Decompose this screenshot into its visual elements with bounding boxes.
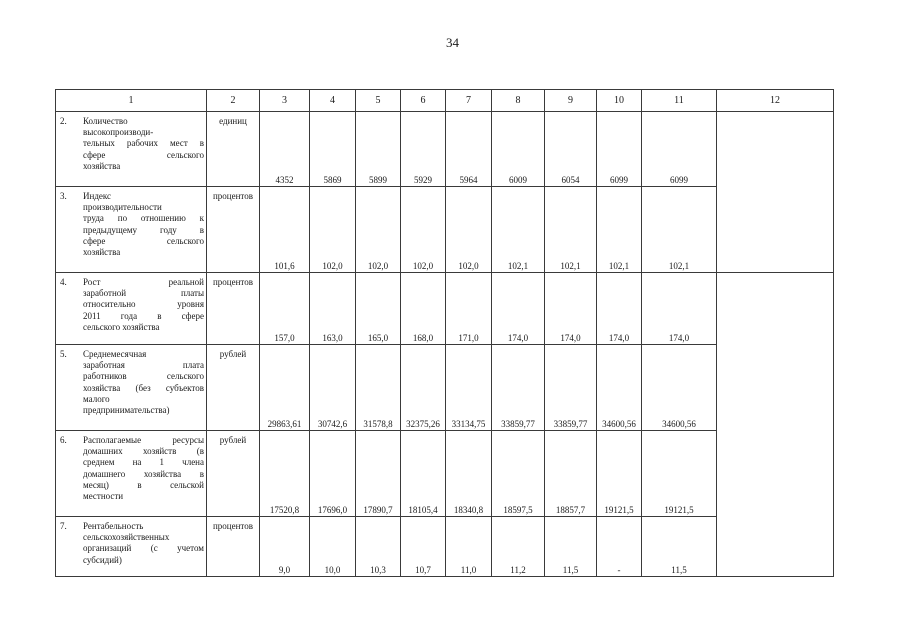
indicator-cell <box>56 187 207 273</box>
indicator-number: 6. <box>60 435 67 445</box>
value-cell: 18340,8 <box>446 431 492 517</box>
indicator-number: 7. <box>60 521 67 531</box>
value-cell: 174,0 <box>492 273 545 345</box>
indicator-name-line: Количество <box>83 116 128 126</box>
header-cell-col-4: 4 <box>310 90 356 112</box>
indicator-name-line: малого <box>83 393 110 404</box>
value-cell: 165,0 <box>356 273 401 345</box>
indicator-name-line: месяц) в сельской <box>83 479 204 490</box>
indicator-number: 4. <box>60 277 67 287</box>
value-cell: 19121,5 <box>597 431 642 517</box>
indicator-name-line: труда по отношению к <box>83 213 204 224</box>
indicator-name-line: домашнего хозяйства в <box>83 468 204 479</box>
indicator-name-line: организаций (с учетом <box>83 543 204 554</box>
indicator-name-line: хозяйства <box>83 247 121 258</box>
value-cell: 5929 <box>401 112 446 187</box>
indicator-name-line: тельных рабочих мест в <box>83 138 204 149</box>
indicator-name <box>83 191 204 258</box>
indicator-name-line: Среднемесячная <box>83 349 147 359</box>
value-cell: 102,1 <box>545 187 597 273</box>
value-cell: 174,0 <box>642 273 717 345</box>
indicator-number: 3. <box>60 191 67 201</box>
value-cell: 174,0 <box>545 273 597 345</box>
value-cell: 11,5 <box>642 517 717 577</box>
value-cell: 102,1 <box>642 187 717 273</box>
value-cell: 4352 <box>260 112 310 187</box>
indicator-name-line: сфере сельского <box>83 149 204 160</box>
page-number: 34 <box>446 35 459 50</box>
unit-cell: рублей <box>207 431 260 517</box>
value-cell: 18857,7 <box>545 431 597 517</box>
value-cell: 101,6 <box>260 187 310 273</box>
indicator-cell <box>56 273 207 345</box>
value-cell: 31578,8 <box>356 345 401 431</box>
indicator-name-line: сельского хозяйства <box>83 321 160 332</box>
indicator-name <box>83 277 204 333</box>
value-cell: 29863,61 <box>260 345 310 431</box>
value-cell: 32375,26 <box>401 345 446 431</box>
indicators-table <box>55 89 834 577</box>
indicator-cell <box>56 112 207 187</box>
column-12-cell <box>717 112 834 273</box>
value-cell: 9,0 <box>260 517 310 577</box>
value-cell: 102,0 <box>356 187 401 273</box>
indicator-name <box>83 435 204 502</box>
value-cell: 6099 <box>642 112 717 187</box>
indicator-name-line: производительности <box>83 202 162 213</box>
header-cell-col-3: 3 <box>260 90 310 112</box>
value-cell: 5899 <box>356 112 401 187</box>
value-cell: 10,0 <box>310 517 356 577</box>
indicator-name-line: хозяйства <box>83 160 121 171</box>
value-cell: 102,1 <box>492 187 545 273</box>
indicator-name-line: заработная плата <box>83 360 204 371</box>
value-cell: 33859,77 <box>545 345 597 431</box>
unit-cell: процентов <box>207 187 260 273</box>
indicator-name-line: субсидий) <box>83 554 122 565</box>
header-cell-col-6: 6 <box>401 90 446 112</box>
indicator-name-line: работников сельского <box>83 371 204 382</box>
indicator-cell <box>56 345 207 431</box>
value-cell: 11,0 <box>446 517 492 577</box>
value-cell: 6099 <box>597 112 642 187</box>
indicator-name-line: Располагаемые ресурсы <box>83 435 204 445</box>
header-row <box>56 90 834 112</box>
value-cell: 102,1 <box>597 187 642 273</box>
header-cell-col-7: 7 <box>446 90 492 112</box>
indicator-name <box>83 116 204 172</box>
value-cell: 19121,5 <box>642 431 717 517</box>
indicator-name-line: среднем на 1 члена <box>83 457 204 468</box>
value-cell: 171,0 <box>446 273 492 345</box>
value-cell: 30742,6 <box>310 345 356 431</box>
value-cell: 17696,0 <box>310 431 356 517</box>
table-row <box>56 273 834 345</box>
header-cell-col-5: 5 <box>356 90 401 112</box>
indicator-name <box>83 521 204 566</box>
table-row <box>56 112 834 187</box>
indicator-name-line: Индекс <box>83 191 112 201</box>
indicator-name-line: относительно уровня <box>83 299 204 310</box>
header-cell-col-9: 9 <box>545 90 597 112</box>
header-cell-col-2: 2 <box>207 90 260 112</box>
indicator-name <box>83 349 204 416</box>
value-cell: 5964 <box>446 112 492 187</box>
value-cell: 168,0 <box>401 273 446 345</box>
header-cell-col-11: 11 <box>642 90 717 112</box>
header-cell-col-1: 1 <box>56 90 207 112</box>
header-cell-col-8: 8 <box>492 90 545 112</box>
indicator-name-line: Рентабельность <box>83 521 144 531</box>
indicator-number: 5. <box>60 349 67 359</box>
indicator-name-line: предпринимательства) <box>83 405 170 416</box>
value-cell: 102,0 <box>401 187 446 273</box>
indicator-cell <box>56 431 207 517</box>
value-cell: 17520,8 <box>260 431 310 517</box>
header-cell-col-10: 10 <box>597 90 642 112</box>
value-cell: 174,0 <box>597 273 642 345</box>
value-cell: 10,7 <box>401 517 446 577</box>
unit-cell: процентов <box>207 273 260 345</box>
value-cell: 18597,5 <box>492 431 545 517</box>
value-cell: 102,0 <box>310 187 356 273</box>
indicator-name-line: домашних хозяйств (в <box>83 446 204 457</box>
indicator-name-line: местности <box>83 491 124 502</box>
value-cell: 33859,77 <box>492 345 545 431</box>
indicator-name-line: Рост реальной <box>83 277 204 287</box>
value-cell: 10,3 <box>356 517 401 577</box>
value-cell: 6054 <box>545 112 597 187</box>
value-cell: 34600,56 <box>642 345 717 431</box>
indicator-name-line: 2011 года в сфере <box>83 310 204 321</box>
indicator-name-line: высокопроизводи- <box>83 127 154 138</box>
unit-cell: процентов <box>207 517 260 577</box>
indicator-number: 2. <box>60 116 67 126</box>
value-cell: 5869 <box>310 112 356 187</box>
value-cell: 11,2 <box>492 517 545 577</box>
column-12-cell <box>717 273 834 577</box>
unit-cell: рублей <box>207 345 260 431</box>
value-cell: 33134,75 <box>446 345 492 431</box>
indicator-name-line: предыдущему году в <box>83 224 204 235</box>
value-cell: 6009 <box>492 112 545 187</box>
value-cell: 34600,56 <box>597 345 642 431</box>
indicator-name-line: хозяйства (без субъектов <box>83 382 204 393</box>
value-cell: - <box>597 517 642 577</box>
header-cell-col-12: 12 <box>717 90 834 112</box>
value-cell: 17890,7 <box>356 431 401 517</box>
value-cell: 157,0 <box>260 273 310 345</box>
value-cell: 18105,4 <box>401 431 446 517</box>
indicator-name-line: сельскохозяйственных <box>83 532 170 543</box>
unit-cell: единиц <box>207 112 260 187</box>
indicator-cell <box>56 517 207 577</box>
value-cell: 11,5 <box>545 517 597 577</box>
value-cell: 102,0 <box>446 187 492 273</box>
indicator-name-line: сфере сельского <box>83 235 204 246</box>
value-cell: 163,0 <box>310 273 356 345</box>
indicator-name-line: заработной платы <box>83 288 204 299</box>
